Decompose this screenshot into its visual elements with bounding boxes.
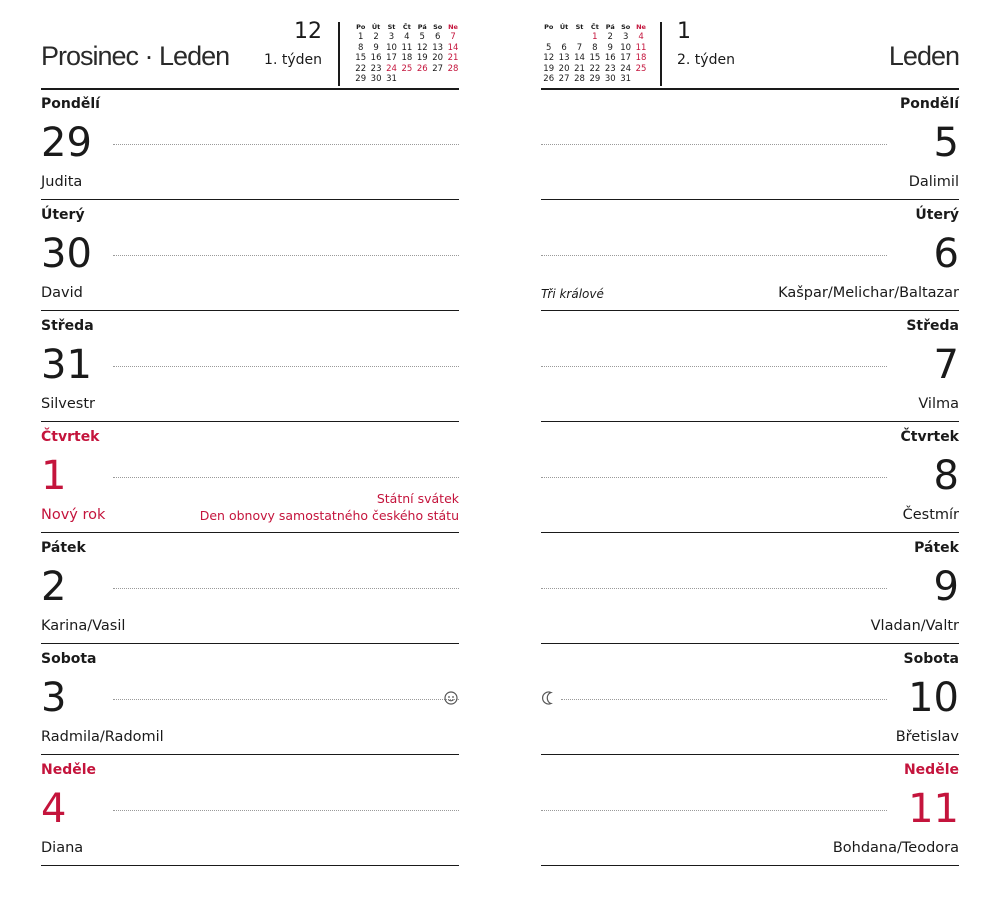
week-number: 12 xyxy=(294,19,322,44)
mini-calendar-date: 23 xyxy=(604,63,616,74)
page-title: Leden xyxy=(888,41,959,71)
day-entry-tuesday[interactable] xyxy=(541,200,959,311)
feast-note: Tři králové xyxy=(541,287,604,301)
day-number: 29 xyxy=(41,120,92,166)
day-entry-tuesday[interactable] xyxy=(41,200,459,311)
day-entry-sunday[interactable] xyxy=(41,755,459,866)
name-day: Diana xyxy=(41,840,84,856)
mini-calendar-date: 9 xyxy=(373,42,379,53)
writing-line xyxy=(113,144,459,145)
mini-calendar-date: 3 xyxy=(622,32,629,42)
mini-calendar-date: 27 xyxy=(432,63,444,74)
mini-calendar-row xyxy=(353,64,461,75)
header-divider xyxy=(338,22,340,86)
mini-calendar-date: 21 xyxy=(574,63,585,74)
writing-line xyxy=(113,810,459,811)
writing-line xyxy=(541,810,887,811)
mini-calendar-date: 5 xyxy=(419,32,425,42)
weekday-label: Sobota xyxy=(41,651,97,667)
holiday-note: Státní svátek xyxy=(376,491,459,506)
name-day: Čestmír xyxy=(902,507,959,523)
mini-calendar-date: 4 xyxy=(638,32,644,42)
day-entry-wednesday[interactable] xyxy=(541,311,959,422)
right-page xyxy=(541,0,959,906)
mini-calendar-weekday: St xyxy=(575,23,584,31)
writing-line xyxy=(113,255,459,256)
mini-calendar-date: 12 xyxy=(543,53,555,63)
mini-calendar-date: 8 xyxy=(357,42,364,53)
crescent-moon-icon xyxy=(541,690,557,706)
name-day: Radmila/Radomil xyxy=(41,729,164,745)
mini-calendar-weekday: Pá xyxy=(417,23,427,31)
mini-calendar-weekday: Po xyxy=(356,23,366,31)
name-day: David xyxy=(41,285,83,301)
mini-calendar-date xyxy=(541,32,556,43)
name-day: Kašpar/Melichar/Baltazar xyxy=(778,285,959,301)
mini-calendar-date: 13 xyxy=(558,53,570,63)
day-list xyxy=(41,89,459,866)
mini-calendar-row xyxy=(541,64,649,75)
mini-calendar-date: 26 xyxy=(416,63,428,74)
mini-calendar-date: 19 xyxy=(543,63,555,74)
name-day: Karina/Vasil xyxy=(41,618,126,634)
mini-calendar-row xyxy=(353,74,461,85)
mini-calendar-date: 31 xyxy=(386,74,397,84)
weekday-label: Neděle xyxy=(903,762,959,778)
mini-calendar-date xyxy=(633,74,648,85)
weekday-label: Neděle xyxy=(41,762,97,778)
day-number: 6 xyxy=(933,231,959,277)
mini-calendar-row xyxy=(541,32,649,43)
mini-calendar-date: 3 xyxy=(388,32,395,42)
mini-calendar-date: 31 xyxy=(620,74,632,84)
mini-calendar-weekday: Út xyxy=(559,23,569,31)
writing-line xyxy=(113,588,459,589)
mini-calendar-row xyxy=(541,74,649,85)
writing-line xyxy=(113,699,459,700)
day-entry-thursday[interactable] xyxy=(41,422,459,533)
day-number: 1 xyxy=(41,453,67,499)
mini-calendar-weekday: So xyxy=(433,23,443,31)
week-number: 1 xyxy=(677,19,691,44)
mini-calendar-weekday: Ne xyxy=(448,23,458,31)
mini-calendar-weekday: Čt xyxy=(590,23,599,31)
name-day: Vilma xyxy=(918,396,959,412)
day-number: 2 xyxy=(41,564,67,610)
weekday-label: Úterý xyxy=(41,207,85,223)
name-day: Vladan/Valtr xyxy=(870,618,959,634)
mini-calendar-date: 14 xyxy=(447,42,459,53)
mini-calendar-date: 5 xyxy=(545,42,552,53)
name-day: Nový rok xyxy=(41,507,106,523)
day-entry-sunday[interactable] xyxy=(541,755,959,866)
mini-calendar-weekday: Po xyxy=(544,23,554,31)
mini-calendar-date: 16 xyxy=(370,53,382,63)
mini-calendar-date xyxy=(430,74,445,85)
mini-calendar-date: 28 xyxy=(447,63,459,74)
mini-calendar-row xyxy=(353,53,461,64)
mini-calendar-date: 2 xyxy=(373,32,379,42)
mini-calendar-date: 1 xyxy=(592,32,598,42)
mini-calendar-date: 30 xyxy=(370,74,382,84)
mini-calendar-date: 9 xyxy=(607,42,613,53)
mini-calendar-date: 1 xyxy=(357,32,364,42)
day-number: 7 xyxy=(933,342,959,388)
mini-calendar-date: 17 xyxy=(620,53,632,63)
writing-line xyxy=(561,699,887,700)
mini-calendar-date xyxy=(445,74,460,85)
name-day: Břetislav xyxy=(895,729,959,745)
day-number: 5 xyxy=(933,120,959,166)
day-number: 3 xyxy=(41,675,67,721)
weekday-label: Středa xyxy=(906,318,959,334)
header-divider xyxy=(660,22,662,86)
mini-calendar-header xyxy=(353,22,461,32)
mini-calendar xyxy=(541,22,649,85)
weekday-label: Úterý xyxy=(915,207,959,223)
writing-line xyxy=(113,477,459,478)
writing-line xyxy=(541,144,887,145)
day-number: 9 xyxy=(933,564,959,610)
mini-calendar-date: 2 xyxy=(607,32,613,42)
writing-line xyxy=(541,255,887,256)
day-number: 31 xyxy=(41,342,92,388)
mini-calendar-date xyxy=(572,32,587,43)
mini-calendar-header xyxy=(541,22,649,32)
mini-calendar-weekday: Pá xyxy=(605,23,615,31)
mini-calendar-date: 21 xyxy=(447,53,459,63)
day-entry-saturday[interactable] xyxy=(541,644,959,755)
week-label: 2. týden xyxy=(677,52,735,68)
day-entry-wednesday[interactable] xyxy=(41,311,459,422)
day-entry-friday[interactable] xyxy=(41,533,459,644)
weekday-label: Čtvrtek xyxy=(900,429,959,445)
weekday-label: Pátek xyxy=(914,540,959,556)
mini-calendar-date: 7 xyxy=(450,32,456,42)
mini-calendar-date xyxy=(415,74,430,85)
mini-calendar-date: 25 xyxy=(401,63,413,74)
mini-calendar-weekday: Út xyxy=(371,23,381,31)
mini-calendar-weekday: So xyxy=(621,23,631,31)
mini-calendar-date: 18 xyxy=(635,53,647,63)
mini-calendar-date: 29 xyxy=(355,74,367,84)
weekday-label: Pondělí xyxy=(41,96,100,112)
mini-calendar-date: 19 xyxy=(416,53,428,63)
mini-calendar-date: 28 xyxy=(574,74,585,84)
mini-calendar-row xyxy=(353,43,461,54)
left-page xyxy=(41,0,459,906)
mini-calendar-weekday: St xyxy=(387,23,396,31)
day-list xyxy=(541,89,959,866)
mini-calendar-date: 20 xyxy=(432,53,444,63)
mini-calendar-weekday: Ne xyxy=(636,23,646,31)
name-day: Judita xyxy=(41,174,83,190)
weekday-label: Pondělí xyxy=(900,96,959,112)
writing-line xyxy=(541,366,887,367)
weekday-label: Středa xyxy=(41,318,94,334)
mini-calendar-row xyxy=(541,43,649,54)
mini-calendar-date: 29 xyxy=(589,74,601,84)
mini-calendar-date: 20 xyxy=(558,63,570,74)
mini-calendar-date: 17 xyxy=(386,53,397,63)
mini-calendar-date: 13 xyxy=(432,42,444,53)
mini-calendar-date: 23 xyxy=(370,63,382,74)
mini-calendar-date: 15 xyxy=(355,53,367,63)
mini-calendar-date: 25 xyxy=(635,63,647,74)
mini-calendar-date xyxy=(399,74,414,85)
mini-calendar-date: 7 xyxy=(576,42,583,53)
mini-calendar-date: 11 xyxy=(635,42,647,53)
full-moon-icon xyxy=(443,690,459,706)
mini-calendar-date: 22 xyxy=(355,63,367,74)
mini-calendar-row xyxy=(353,32,461,43)
mini-calendar-weekday: Čt xyxy=(402,23,411,31)
holiday-note: Den obnovy samostatného českého státu xyxy=(199,508,459,523)
mini-calendar-date: 27 xyxy=(558,74,570,84)
mini-calendar-date: 10 xyxy=(386,42,397,53)
writing-line xyxy=(113,366,459,367)
page-title: Prosinec · Leden xyxy=(41,41,230,71)
day-number: 10 xyxy=(908,675,959,721)
day-entry-monday[interactable] xyxy=(41,89,459,200)
mini-calendar-date: 11 xyxy=(401,42,413,53)
day-number: 4 xyxy=(41,786,67,832)
mini-calendar-date: 14 xyxy=(574,53,585,63)
day-entry-saturday[interactable] xyxy=(41,644,459,755)
mini-calendar-date xyxy=(556,32,571,43)
writing-line xyxy=(541,588,887,589)
mini-calendar-date: 10 xyxy=(620,42,632,53)
mini-calendar-date: 18 xyxy=(401,53,413,63)
mini-calendar-date: 24 xyxy=(386,63,397,74)
day-entry-friday[interactable] xyxy=(541,533,959,644)
writing-line xyxy=(541,477,887,478)
day-number: 11 xyxy=(908,786,959,832)
weekday-label: Čtvrtek xyxy=(41,429,100,445)
day-entry-thursday[interactable] xyxy=(541,422,959,533)
mini-calendar-row xyxy=(541,53,649,64)
mini-calendar-date: 12 xyxy=(416,42,428,53)
mini-calendar-date: 16 xyxy=(604,53,616,63)
mini-calendar-date: 4 xyxy=(404,32,410,42)
mini-calendar-date: 8 xyxy=(592,42,598,53)
week-label: 1. týden xyxy=(264,52,322,68)
mini-calendar-date: 30 xyxy=(604,74,616,84)
mini-calendar-date: 22 xyxy=(589,63,601,74)
day-number: 30 xyxy=(41,231,92,277)
mini-calendar-date: 24 xyxy=(620,63,632,74)
mini-calendar-date: 15 xyxy=(589,53,601,63)
mini-calendar-date: 6 xyxy=(561,42,567,53)
weekday-label: Sobota xyxy=(903,651,959,667)
mini-calendar xyxy=(353,22,461,85)
name-day: Dalimil xyxy=(908,174,959,190)
weekday-label: Pátek xyxy=(41,540,86,556)
mini-calendar-date: 26 xyxy=(543,74,555,84)
day-number: 8 xyxy=(933,453,959,499)
day-entry-monday[interactable] xyxy=(541,89,959,200)
name-day: Bohdana/Teodora xyxy=(832,840,959,856)
mini-calendar-date: 6 xyxy=(434,32,441,42)
name-day: Silvestr xyxy=(41,396,95,412)
